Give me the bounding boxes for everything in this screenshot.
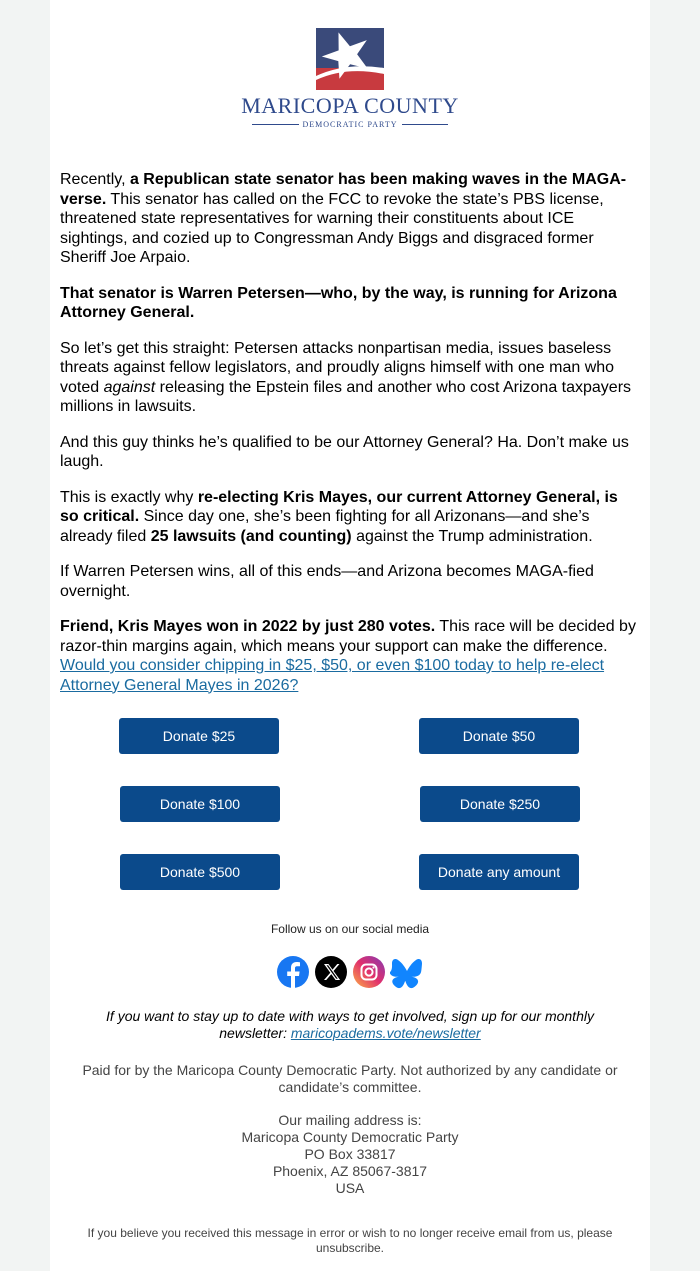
mailing-country: USA xyxy=(335,1180,365,1196)
email-sheet xyxy=(50,0,650,1271)
bluesky-icon[interactable] xyxy=(390,955,424,989)
paragraph-straight: So let’s get this straight: Petersen attacks nonpartisan media, issues baseless threats against fellow legislators, and proudly aligns himself with one man who voted against releasing the Epstein files and another who cost Arizona taxpayers millions in lawsuits. xyxy=(60,339,632,415)
instagram-icon[interactable] xyxy=(352,955,386,989)
donate-100-button[interactable]: Donate $100 xyxy=(120,786,280,822)
mailing-address xyxy=(70,1112,630,1197)
facebook-icon[interactable] xyxy=(276,955,310,989)
social-title: Follow us on our social media xyxy=(270,922,430,936)
brand-divider xyxy=(402,124,449,125)
social-icons xyxy=(50,955,650,989)
brand-subtitle-row xyxy=(252,120,448,129)
brand-divider xyxy=(252,124,299,125)
x-icon[interactable] xyxy=(314,955,348,989)
brand-logo xyxy=(50,28,650,129)
donate-50-button[interactable]: Donate $50 xyxy=(419,718,579,754)
donate-link[interactable]: Would you consider chipping in $25, $50, or even $100 today to help re-elect Attorney General Mayes in 2026? xyxy=(60,657,605,694)
newsletter-link[interactable]: maricopadems.vote/newsletter xyxy=(290,1025,481,1041)
donate-500-button[interactable]: Donate $500 xyxy=(120,854,280,890)
donate-250-button[interactable]: Donate $250 xyxy=(420,786,580,822)
donate-25-button[interactable]: Donate $25 xyxy=(119,718,279,754)
donate-any-button[interactable]: Donate any amount xyxy=(419,854,579,890)
star-flag-icon xyxy=(316,28,384,90)
paragraph-critical: This is exactly why re-electing Kris Mayes, our current Attorney General, is so critical. Since day one, she’s been fighting for all Arizonans—and she’s already filed 25 lawsuits (and counting) against the Trump administration. xyxy=(60,488,618,545)
brand-name: MARICOPA COUNTY xyxy=(241,93,459,118)
mailing-city: Phoenix, AZ 85067-3817 xyxy=(272,1163,428,1179)
brand-subtitle: DEMOCRATIC PARTY xyxy=(302,120,398,129)
paragraph-wins: If Warren Petersen wins, all of this ends—and Arizona becomes MAGA-fied overnight. xyxy=(60,563,594,600)
newsletter-note: If you want to stay up to date with ways to get involved, sign up for our monthly newsletter: maricopadems.vote/newsletter xyxy=(106,1008,594,1041)
paragraph-intro: Recently, a Republican state senator has been making waves in the MAGA-verse. This senator has called on the FCC to revoke the state’s PBS license, threatened state representatives for warning their constituents about ICE sightings, and cozied up to Congressman Andy Biggs and disgraced former Sheriff Joe Arpaio. xyxy=(60,171,627,266)
paragraph-senator: That senator is Warren Petersen—who, by the way, is running for Arizona Attorney General. xyxy=(60,284,617,321)
mailing-po: PO Box 33817 xyxy=(304,1146,396,1162)
email-body xyxy=(60,170,640,711)
unsubscribe-notice[interactable]: If you believe you received this message in error or wish to no longer receive email from us, please unsubscribe. xyxy=(87,1226,613,1255)
paragraph-ask: Friend, Kris Mayes won in 2022 by just 280 votes. This race will be decided by razor-thin margins again, which means your support can make the difference. Would you consider chipping in $25, $50, or even $100 today to help re-elect Attorney General Mayes in 2026? xyxy=(60,618,636,694)
paid-for-notice: Paid for by the Maricopa County Democratic Party. Not authorized by any candidate or candidate’s committee. xyxy=(82,1062,618,1095)
mailing-label: Our mailing address is: xyxy=(278,1112,422,1128)
paragraph-laugh: And this guy thinks he’s qualified to be our Attorney General? Ha. Don’t make us laugh. xyxy=(60,433,629,470)
mailing-org: Maricopa County Democratic Party xyxy=(241,1129,459,1145)
